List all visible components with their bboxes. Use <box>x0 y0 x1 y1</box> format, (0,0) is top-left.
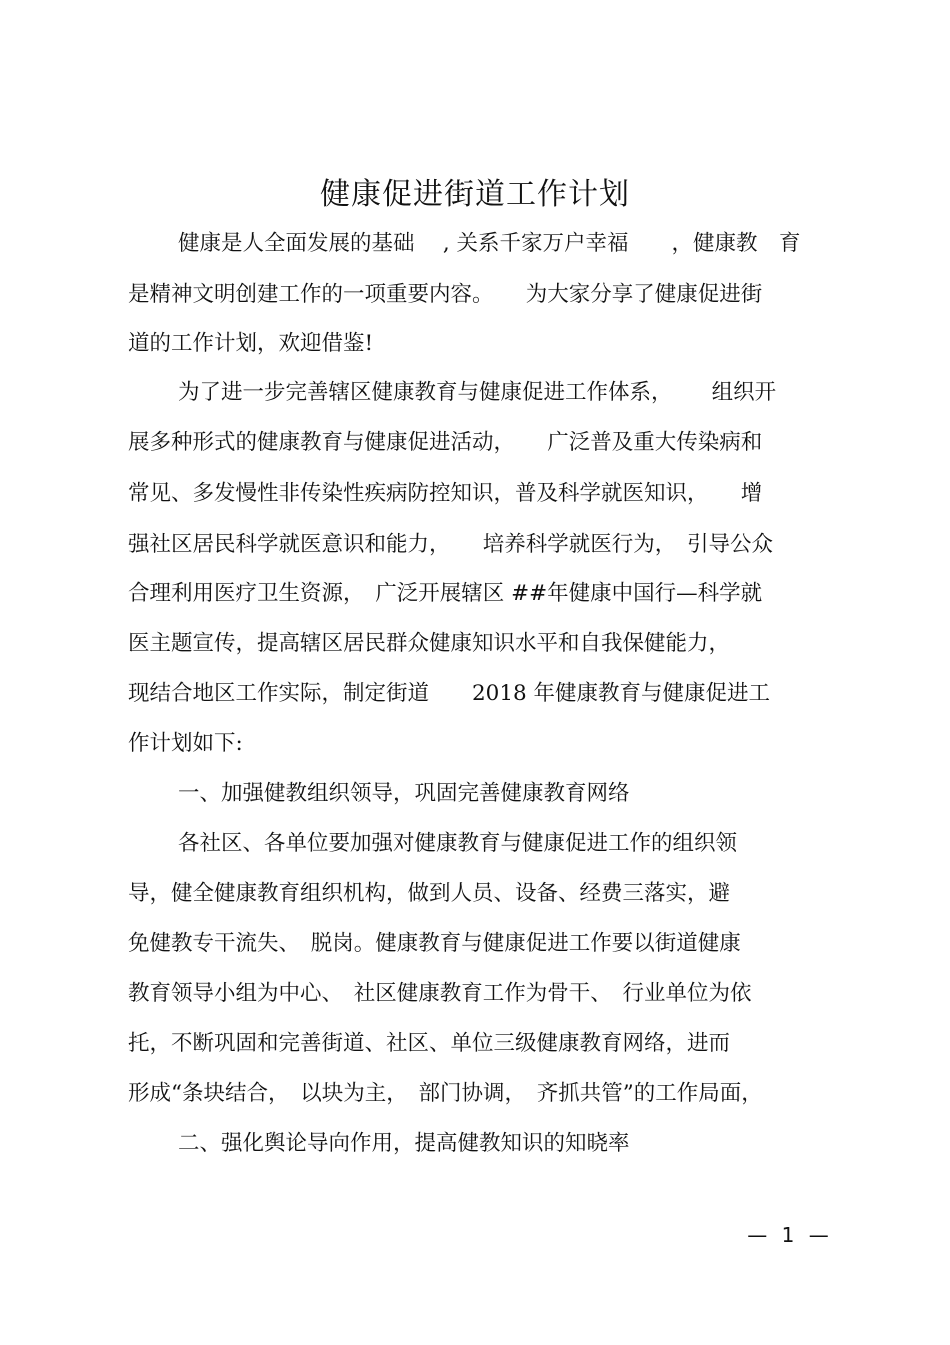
paragraph-line: 形成“条块结合， 以块为主， 部门协调， 齐抓共管”的工作局面， <box>128 1081 763 1106</box>
paragraph-line: 健康是人全面发展的基础 , 关系千家万户幸福 ，健康教 育 <box>178 231 801 256</box>
paragraph-line: 常见、多发慢性非传染性疾病防控知识，普及科学就医知识， 增 <box>128 481 763 506</box>
paragraph-line: 托，不断巩固和完善街道、社区、单位三级健康教育网络，进而 <box>128 1031 731 1056</box>
paragraph-line: 为了进一步完善辖区健康教育与健康促进工作体系， 组织开 <box>178 380 777 405</box>
paragraph-line: 道的工作计划，欢迎借鉴! <box>128 331 374 356</box>
paragraph-line: 合理利用医疗卫生资源， 广泛开展辖区 ##年健康中国行—科学就 <box>128 581 763 606</box>
section-heading: 一、加强健教组织领导，巩固完善健康教育网络 <box>178 781 630 806</box>
document-title: 健康促进街道工作计划 <box>320 177 630 212</box>
paragraph-line: 强社区居民科学就医意识和能力， 培养科学就医行为， 引导公众 <box>128 532 774 557</box>
section-heading: 二、强化舆论导向作用，提高健教知识的知晓率 <box>178 1131 630 1156</box>
paragraph-line: 现结合地区工作实际，制定街道 2018 年健康教育与健康促进工 <box>128 681 771 706</box>
paragraph-line: 教育领导小组为中心、 社区健康教育工作为骨干、 行业单位为依 <box>128 981 752 1006</box>
paragraph-line: 导，健全健康教育组织机构，做到人员、设备、经费三落实，避 <box>128 881 731 906</box>
paragraph-line: 各社区、各单位要加强对健康教育与健康促进工作的组织领 <box>178 831 738 856</box>
paragraph-line: 作计划如下: <box>128 731 243 756</box>
paragraph-line: 免健教专干流失、 脱岗。健康教育与健康促进工作要以街道健康 <box>128 931 741 956</box>
page-number: — 1 — <box>747 1223 833 1247</box>
paragraph-line: 是精神文明创建工作的一项重要内容。 为大家分享了健康促进街 <box>128 282 763 307</box>
paragraph-line: 展多种形式的健康教育与健康促进活动， 广泛普及重大传染病和 <box>128 430 763 455</box>
paragraph-line: 医主题宣传，提高辖区居民群众健康知识水平和自我保健能力， <box>128 631 731 656</box>
